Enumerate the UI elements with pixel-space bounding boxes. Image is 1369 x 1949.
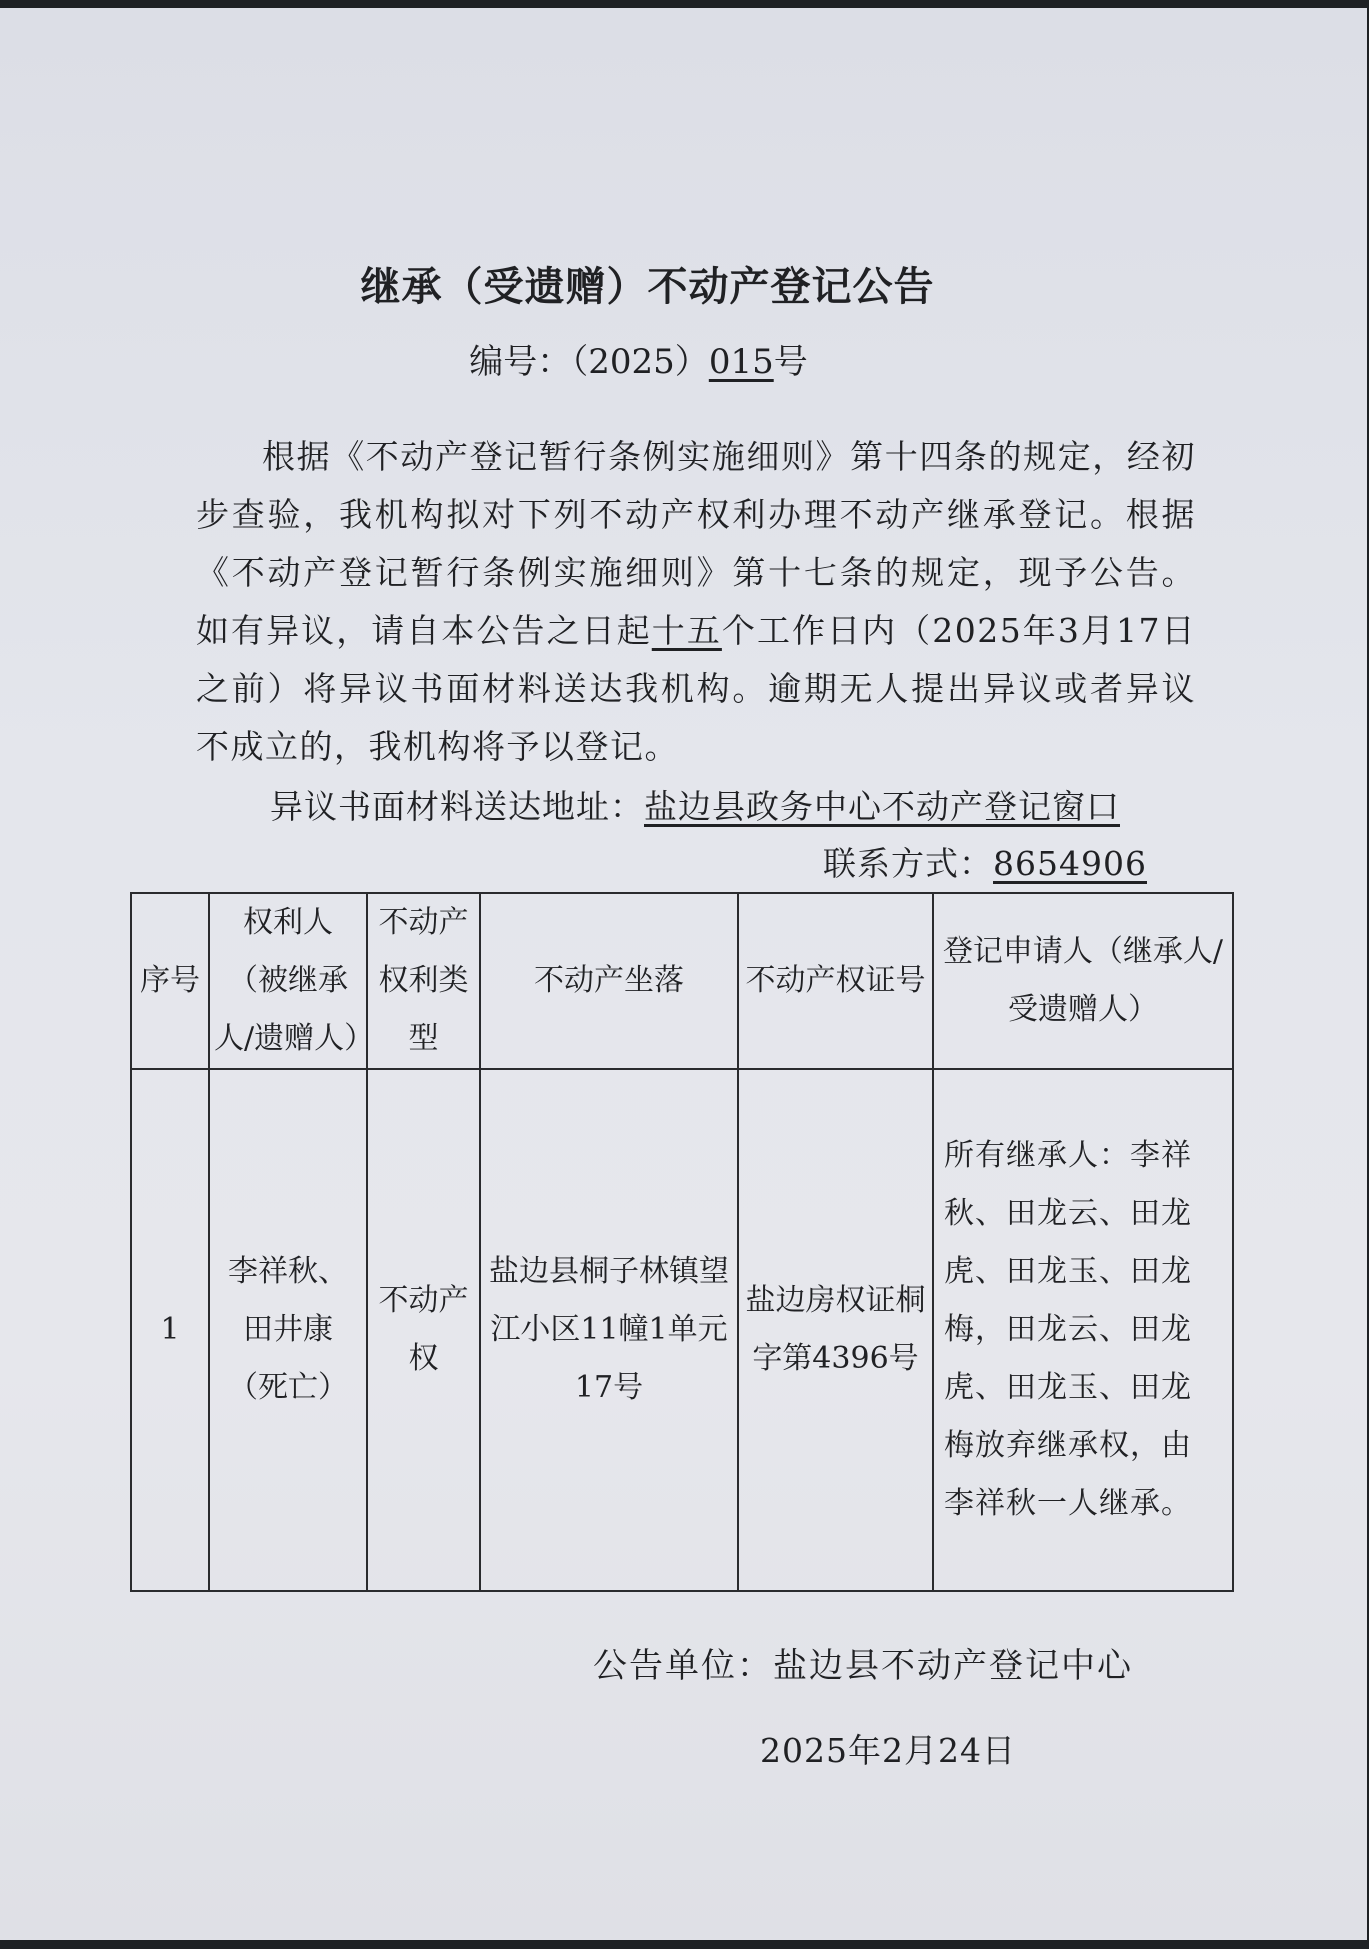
contact-value: 8654906	[993, 844, 1147, 883]
notice-number-value: 015	[708, 342, 774, 382]
header-cert: 不动产权证号	[738, 893, 933, 1069]
registration-table	[130, 892, 1234, 1592]
cell-applicant: 所有继承人：李祥秋、田龙云、田龙虎、田龙玉、田龙梅，田龙云、田龙虎、田龙玉、田龙梅放弃继承权，由李祥秋一人继承。	[933, 1069, 1233, 1591]
notice-paper	[0, 8, 1367, 1940]
table-header-row	[131, 893, 1233, 1069]
address-value: 盐边县政务中心不动产登记窗口	[644, 787, 1120, 826]
cell-holder: 李祥秋、田井康（死亡）	[209, 1069, 367, 1591]
header-applicant: 登记申请人（继承人/受遗赠人）	[933, 893, 1233, 1069]
header-type: 不动产权利类型	[367, 893, 480, 1069]
unit-label: 公告单位：	[593, 1646, 773, 1686]
notice-paragraph	[196, 428, 1196, 776]
address-label: 异议书面材料送达地址：	[270, 787, 644, 826]
notice-number-suffix: 号	[773, 342, 808, 382]
unit-value: 盐边县不动产登记中心	[773, 1646, 1133, 1686]
issuing-unit	[593, 1638, 1133, 1687]
objection-address	[270, 781, 1120, 828]
paragraph-text-a: 根据《不动产登记暂行条例实施细则》第十四条的规定，经初步查验，我机构拟对下列不动产权利办理不动产继承登记。根据《不动产登记暂行条例实施细则》第十七条的规定，现予公告。如有异议，请自本公告之日起	[196, 437, 1196, 650]
notice-number	[0, 334, 1322, 383]
table-row	[131, 1069, 1233, 1591]
header-seq: 序号	[131, 893, 209, 1069]
header-location: 不动产坐落	[480, 893, 738, 1069]
cell-seq: 1	[131, 1069, 209, 1591]
header-holder: 权利人（被继承人/遗赠人）	[209, 893, 367, 1069]
notice-title: 继承（受遗赠）不动产登记公告	[360, 264, 935, 310]
objection-days: 十五	[651, 611, 722, 650]
cell-location: 盐边县桐子林镇望江小区11幢1单元17号	[480, 1069, 738, 1591]
notice-body	[196, 428, 1196, 776]
contact-label: 联系方式：	[823, 844, 994, 883]
contact-info	[823, 838, 1147, 885]
cell-cert: 盐边房权证桐字第4396号	[738, 1069, 933, 1591]
paragraph-text-b: 个工作日内（2025年3月17日之前）将异议书面材料送达我机构。逾期无人提出异议或者异议不成立的，我机构将予以登记。	[196, 611, 1197, 766]
notice-number-prefix: 编号：（2025）	[469, 342, 709, 382]
cell-type: 不动产权	[367, 1069, 480, 1591]
notice-date: 2025年2月24日	[760, 1731, 1016, 1770]
